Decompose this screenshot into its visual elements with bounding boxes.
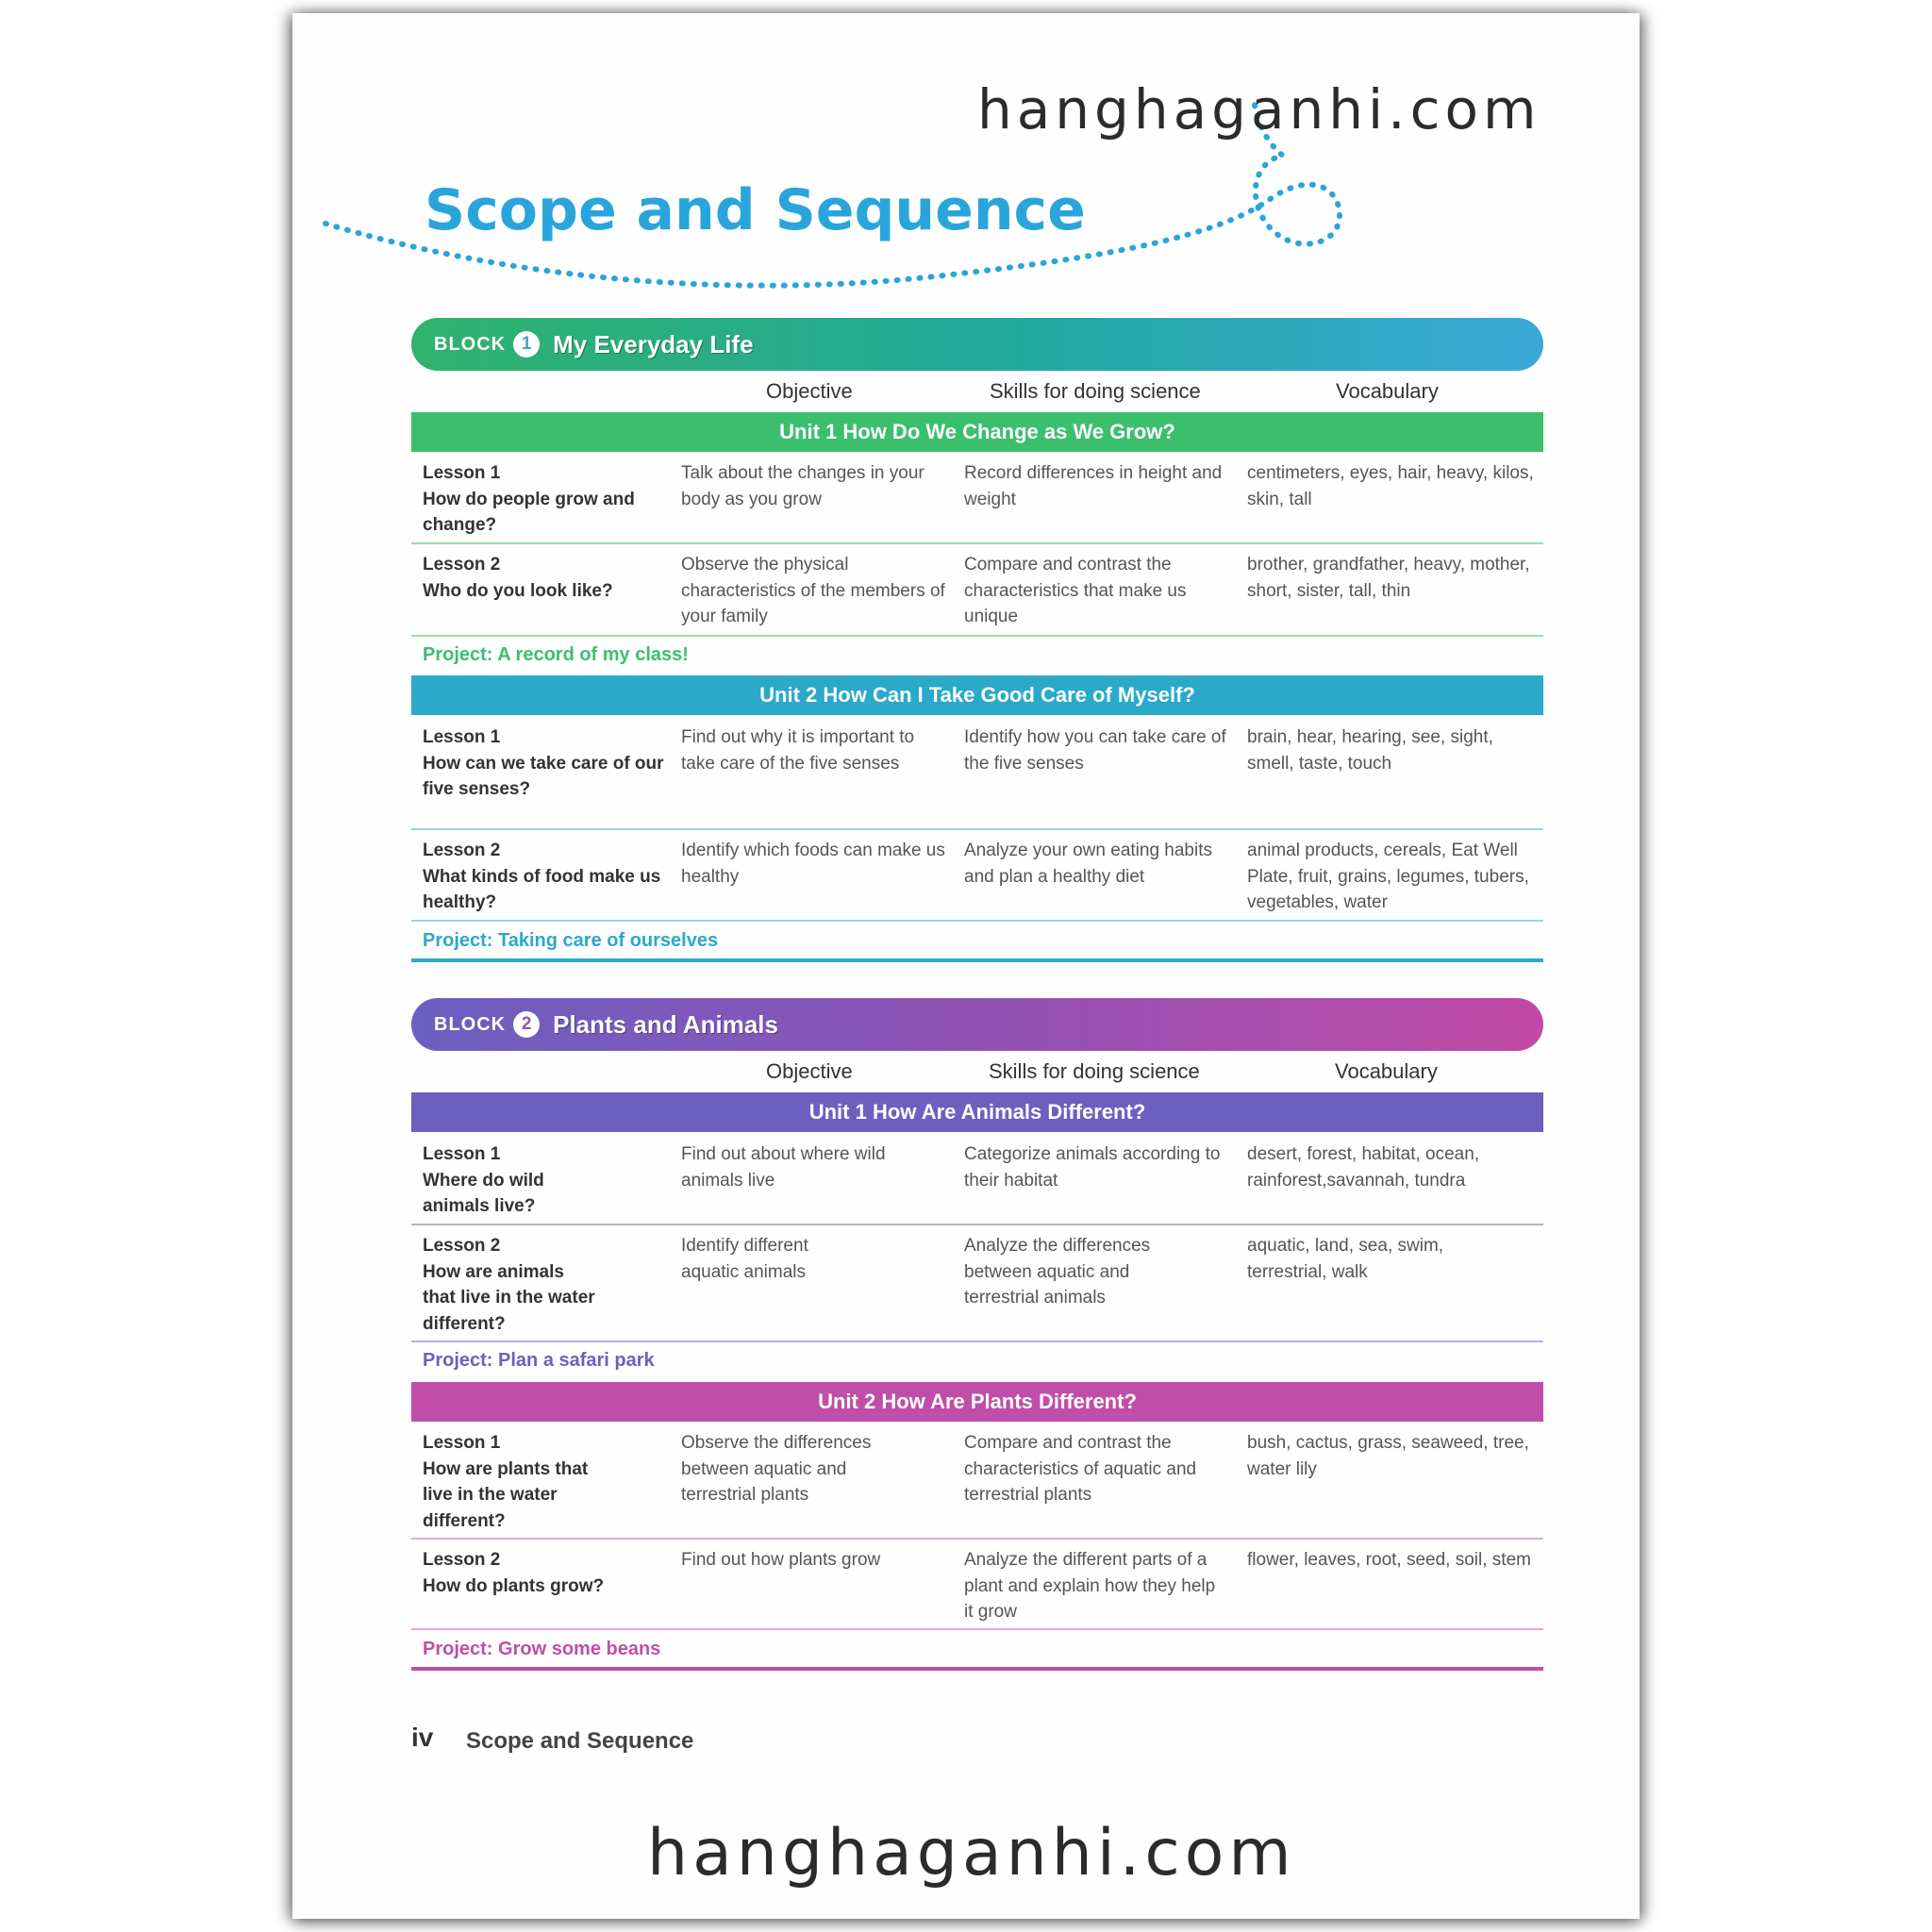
lesson-question: Who do you look like?: [423, 580, 613, 601]
vocabulary-cell: animal products, cereals, Eat Well Plate, fruit, grains, legumes, tubers, vegetables, water: [1247, 841, 1529, 912]
skills-cell: Analyze the different parts of a plant and explain how they help it grow: [964, 1550, 1216, 1622]
block-1-word: BLOCK: [434, 333, 507, 355]
block-1-number: 1: [513, 331, 540, 358]
col-header-vocabulary: Vocabulary: [1335, 1059, 1438, 1083]
project-label: Project: Grow some beans: [423, 1639, 661, 1659]
col-header-objective: Objective: [766, 379, 853, 403]
block-2-end-line: [411, 1667, 1543, 1671]
vocabulary-cell: brother, grandfather, heavy, mother, short, sister, tall, thin: [1247, 555, 1530, 601]
lesson-question: How do plants grow?: [423, 1575, 605, 1596]
col-header-skills: Skills for doing science: [989, 1059, 1200, 1083]
lesson-number: Lesson 1: [423, 1144, 501, 1164]
page-title: Scope and Sequence: [425, 177, 1086, 243]
footer-title: Scope and Sequence: [466, 1728, 694, 1754]
skills-cell: Categorize animals according to their habitat: [964, 1144, 1221, 1191]
lesson-number: Lesson 1: [423, 1433, 501, 1453]
lesson-question: How do people grow and change?: [423, 489, 635, 535]
row-divider: [411, 828, 1543, 830]
project-label: Project: A record of my class!: [423, 644, 689, 665]
project-label: Project: Plan a safari park: [423, 1350, 655, 1371]
lesson-question: How can we take care of our five senses?: [423, 753, 664, 799]
lesson-cell: [423, 460, 668, 539]
lesson-number: Lesson 2: [423, 841, 501, 860]
col-header-skills: Skills for doing science: [990, 379, 1201, 403]
unit-1-2-bar: Unit 2 How Can I Take Good Care of Myself?: [411, 675, 1543, 715]
watermark-top: hanghaganhi.com: [977, 77, 1541, 142]
vocabulary-cell: aquatic, land, sea, swim, terrestrial, walk: [1247, 1236, 1444, 1282]
row-divider: [411, 1538, 1543, 1540]
block-1-end-line: [411, 958, 1543, 962]
project-label: Project: Taking care of ourselves: [423, 930, 719, 951]
objective-cell: Observe the differences between aquatic and terrestrial plants: [681, 1433, 872, 1505]
row-divider: [411, 635, 1543, 637]
row-divider: [411, 920, 1543, 922]
block-2-number: 2: [513, 1011, 540, 1038]
lesson-cell: [423, 1141, 574, 1220]
block-2-word: BLOCK: [434, 1013, 507, 1035]
block-2-title: Plants and Animals: [553, 1009, 778, 1039]
col-header-vocabulary: Vocabulary: [1336, 379, 1439, 403]
row-divider: [411, 1341, 1543, 1342]
lesson-cell: [423, 724, 668, 803]
lesson-number: Lesson 2: [423, 1236, 501, 1256]
unit-1-1-bar: Unit 1 How Do We Change as We Grow?: [411, 412, 1543, 452]
watermark-bottom: hanghaganhi.com: [647, 1816, 1296, 1890]
objective-cell: Find out about where wild animals live: [681, 1144, 886, 1191]
block-1-banner: [411, 318, 1543, 371]
lesson-cell: [423, 1233, 602, 1337]
page-number: iv: [411, 1723, 434, 1752]
objective-cell: Observe the physical characteristics of the members of your family: [681, 555, 945, 626]
skills-cell: Record differences in height and weight: [964, 463, 1223, 509]
objective-cell: Talk about the changes in your body as you grow: [681, 463, 924, 509]
row-divider: [411, 542, 1543, 544]
vocabulary-cell: centimeters, eyes, hair, heavy, kilos, skin, tall: [1247, 463, 1534, 509]
block-1-title: My Everyday Life: [553, 329, 754, 358]
lesson-cell: [423, 552, 668, 604]
skills-cell: Compare and contrast the characteristics of aquatic and terrestrial plants: [964, 1433, 1197, 1505]
lesson-cell: [423, 1547, 668, 1599]
row-divider: [411, 1628, 1543, 1630]
lesson-number: Lesson 1: [423, 727, 501, 747]
lesson-number: Lesson 2: [423, 1550, 501, 1570]
vocabulary-cell: flower, leaves, root, seed, soil, stem: [1247, 1550, 1531, 1570]
lesson-number: Lesson 2: [423, 555, 501, 575]
row-divider: [411, 1224, 1543, 1225]
lesson-cell: [423, 1430, 602, 1534]
objective-cell: Find out how plants grow: [681, 1550, 881, 1570]
objective-cell: Identify which foods can make us healthy: [681, 841, 945, 887]
vocabulary-cell: desert, forest, habitat, ocean, rainforest,savannah, tundra: [1247, 1144, 1480, 1191]
lesson-question: What kinds of food make us healthy?: [423, 866, 661, 912]
vocabulary-cell: brain, hear, hearing, see, sight, smell, taste, touch: [1247, 727, 1493, 774]
lesson-question: Where do wild animals live?: [423, 1170, 544, 1216]
unit-2-1-bar: Unit 1 How Are Animals Different?: [411, 1092, 1543, 1132]
lesson-number: Lesson 1: [423, 463, 501, 483]
objective-cell: Find out why it is important to take care of the five senses: [681, 727, 915, 774]
block-2-banner: [411, 998, 1543, 1051]
unit-2-2-bar: Unit 2 How Are Plants Different?: [411, 1382, 1543, 1422]
vocabulary-cell: bush, cactus, grass, seaweed, tree, water lily: [1247, 1433, 1529, 1479]
skills-cell: Compare and contrast the characteristics that make us unique: [964, 555, 1187, 626]
skills-cell: Analyze the differences between aquatic and terrestrial animals: [964, 1236, 1151, 1307]
col-header-objective: Objective: [766, 1059, 853, 1083]
lesson-cell: [423, 838, 668, 916]
lesson-question: How are plants that live in the water different?: [423, 1458, 589, 1531]
objective-cell: Identify different aquatic animals: [681, 1236, 808, 1282]
skills-cell: Identify how you can take care of the five senses: [964, 727, 1226, 774]
lesson-question: How are animals that live in the water different?: [423, 1261, 595, 1334]
skills-cell: Analyze your own eating habits and plan a healthy diet: [964, 841, 1212, 887]
